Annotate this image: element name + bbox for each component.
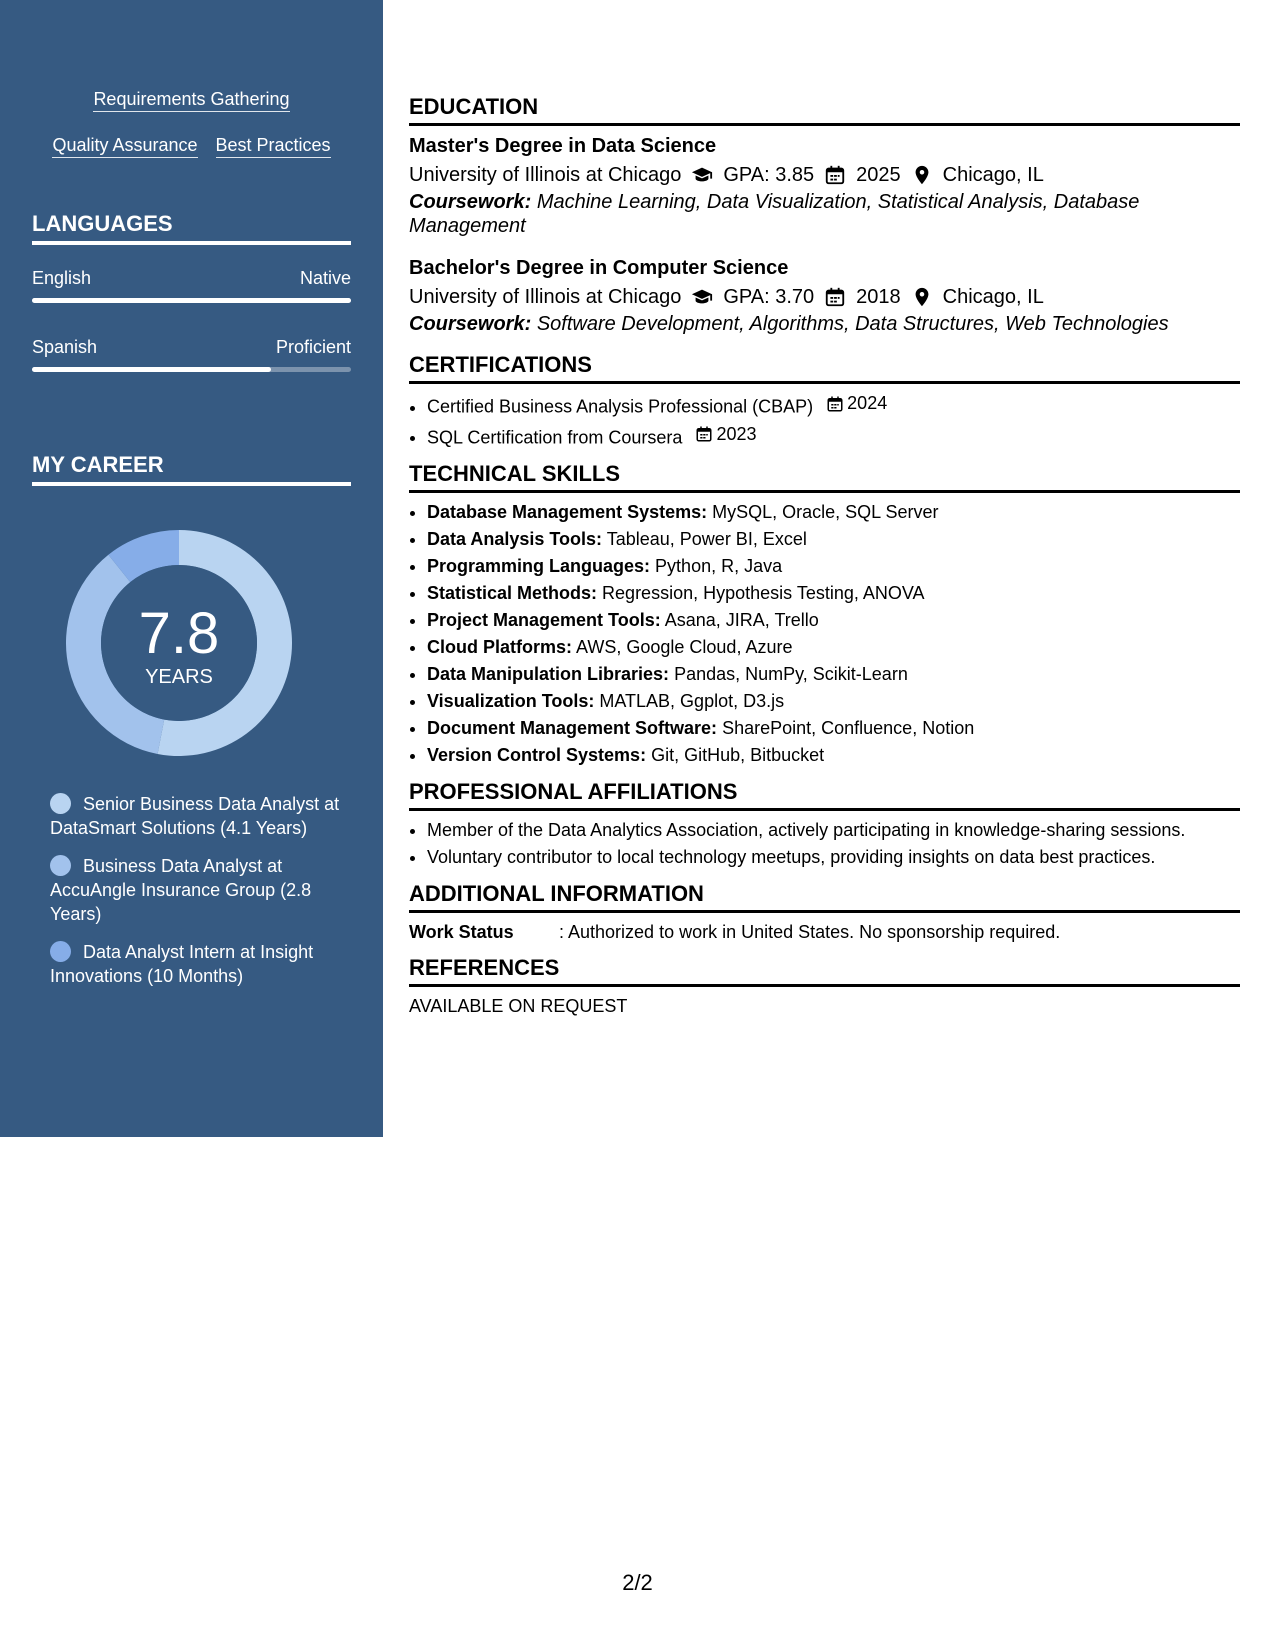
certifications-list	[409, 390, 1240, 451]
list-item	[427, 499, 1240, 526]
technical-skills-section	[409, 461, 1240, 769]
career-legend	[50, 792, 340, 1002]
gpa: GPA: 3.70	[723, 286, 815, 308]
skill-tag: Requirements Gathering	[93, 88, 289, 112]
skill-value: Pandas, NumPy, Scikit-Learn	[674, 664, 908, 684]
calendar-icon	[695, 425, 713, 443]
calendar-icon	[824, 164, 846, 186]
language-bar-fill	[32, 298, 351, 303]
skill-label: Project Management Tools:	[427, 610, 661, 630]
skill-value: AWS, Google Cloud, Azure	[576, 637, 793, 657]
graduation-cap-icon	[691, 164, 713, 186]
coursework	[409, 312, 1240, 336]
education-details	[409, 282, 1240, 312]
graduation-year: 2025	[856, 164, 901, 186]
career-legend-label: Data Analyst Intern at Insight Innovations (10 Months)	[50, 942, 314, 986]
references-heading: REFERENCES	[409, 955, 1240, 987]
language-bar	[32, 367, 351, 372]
skill-label: Data Analysis Tools:	[427, 529, 603, 549]
info-label: Work Status	[409, 922, 514, 942]
location-pin-icon	[911, 286, 933, 308]
certification-name: SQL Certification from Coursera	[427, 427, 683, 447]
certifications-heading: CERTIFICATIONS	[409, 352, 1240, 384]
list-item	[427, 634, 1240, 661]
certification-date	[695, 421, 756, 448]
education-item	[409, 254, 1240, 336]
education-details	[409, 160, 1240, 190]
list-item	[427, 580, 1240, 607]
gpa: GPA: 3.85	[723, 164, 815, 186]
skill-label: Database Management Systems:	[427, 502, 708, 522]
degree-title: Bachelor's Degree in Computer Science	[409, 257, 789, 279]
language-level: Proficient	[275, 337, 351, 357]
list-item	[427, 526, 1240, 553]
school-name: University of Illinois at Chicago	[409, 286, 682, 308]
career-legend-item	[50, 792, 340, 840]
education-section	[409, 94, 1240, 336]
graduation-cap-icon	[691, 286, 713, 308]
additional-info-heading: ADDITIONAL INFORMATION	[409, 881, 1240, 913]
list-item: • Member of the Data Analytics Association, actively participating in knowledge-sharing sessions.	[427, 817, 1240, 844]
skill-label: Version Control Systems:	[427, 745, 647, 765]
certification-date	[826, 390, 887, 417]
references-section	[409, 955, 1240, 1019]
technical-skills-list	[409, 499, 1240, 769]
skill-label: Visualization Tools:	[427, 691, 595, 711]
affiliations-heading: PROFESSIONAL AFFILIATIONS	[409, 779, 1240, 811]
career-legend-label: Senior Business Data Analyst at DataSmart Solutions (4.1 Years)	[50, 794, 340, 838]
location-pin-icon	[911, 164, 933, 186]
info-value: : Authorized to work in United States. No sponsorship required.	[559, 922, 1061, 942]
page-number: 2/2	[622, 1570, 653, 1595]
language-item	[32, 336, 351, 372]
certification-name: Certified Business Analysis Professional (CBAP)	[427, 396, 814, 417]
career-legend-label: Business Data Analyst at AccuAngle Insurance Group (2.8 Years)	[50, 856, 312, 924]
skill-label: Document Management Software:	[427, 718, 718, 738]
calendar-icon	[824, 286, 846, 308]
list-item	[427, 742, 1240, 769]
main-content	[409, 94, 1240, 1029]
language-name: Spanish	[32, 337, 98, 357]
coursework-label: Coursework:	[409, 191, 532, 213]
skill-row	[32, 134, 351, 158]
language-bar-fill	[32, 367, 271, 372]
education-heading: EDUCATION	[409, 94, 1240, 126]
certifications-section	[409, 352, 1240, 451]
certification-year: 2024	[847, 393, 888, 413]
career-legend-item	[50, 940, 340, 988]
additional-info-section	[409, 881, 1240, 945]
skill-value: SharePoint, Confluence, Notion	[722, 718, 975, 738]
technical-skills-heading: TECHNICAL SKILLS	[409, 461, 1240, 493]
references-text: AVAILABLE ON REQUEST	[409, 996, 628, 1016]
certification-year: 2023	[716, 423, 757, 444]
language-name: English	[32, 268, 92, 288]
career-heading: MY CAREER	[32, 452, 351, 486]
languages-heading: LANGUAGES	[32, 211, 351, 245]
calendar-icon	[826, 395, 844, 413]
career-total: 7.8	[138, 601, 220, 666]
skill-value: Regression, Hypothesis Testing, ANOVA	[602, 583, 925, 603]
list-item	[427, 607, 1240, 634]
affiliations-section	[409, 779, 1240, 871]
skill-tag: Best Practices	[216, 134, 331, 158]
skill-tag: Quality Assurance	[52, 134, 197, 158]
list-item	[427, 553, 1240, 580]
graduation-year: 2018	[856, 286, 901, 308]
skill-label: Statistical Methods:	[427, 583, 598, 603]
affiliations-list	[409, 817, 1240, 871]
coursework-text: Machine Learning, Data Visualization, Statistical Analysis, Database Management	[409, 191, 1140, 237]
skill-value: MySQL, Oracle, SQL Server	[712, 502, 939, 522]
language-bar	[32, 298, 351, 303]
skill-label: Data Manipulation Libraries:	[427, 664, 670, 684]
skill-row	[32, 88, 351, 112]
career-donut-label	[66, 530, 292, 756]
list-item: • Voluntary contributor to local technology meetups, providing insights on data best practices.	[427, 844, 1240, 871]
legend-dot-icon	[50, 793, 71, 814]
list-item	[427, 390, 1240, 421]
skill-tags	[32, 88, 351, 180]
list-item	[427, 661, 1240, 688]
sidebar	[0, 0, 383, 1137]
coursework	[409, 190, 1240, 238]
skill-value: Tableau, Power BI, Excel	[606, 529, 807, 549]
skill-label: Programming Languages:	[427, 556, 651, 576]
skill-value: Asana, JIRA, Trello	[664, 610, 819, 630]
coursework-label: Coursework:	[409, 313, 532, 335]
school-name: University of Illinois at Chicago	[409, 164, 682, 186]
legend-dot-icon	[50, 941, 71, 962]
career-unit: YEARS	[145, 666, 213, 688]
list-item	[427, 421, 1240, 452]
legend-dot-icon	[50, 855, 71, 876]
info-row	[409, 919, 1240, 945]
degree-title: Master's Degree in Data Science	[409, 135, 717, 157]
skill-value: Git, GitHub, Bitbucket	[651, 745, 825, 765]
language-level: Native	[299, 268, 351, 288]
school-location: Chicago, IL	[942, 164, 1044, 186]
skill-value: Python, R, Java	[655, 556, 783, 576]
school-location: Chicago, IL	[942, 286, 1044, 308]
skill-label: Cloud Platforms:	[427, 637, 573, 657]
skill-value: MATLAB, Ggplot, D3.js	[599, 691, 785, 711]
list-item	[427, 688, 1240, 715]
language-item	[32, 267, 351, 303]
career-legend-item	[50, 854, 340, 926]
education-item	[409, 132, 1240, 238]
coursework-text: Software Development, Algorithms, Data Structures, Web Technologies	[536, 313, 1169, 335]
list-item	[427, 715, 1240, 742]
